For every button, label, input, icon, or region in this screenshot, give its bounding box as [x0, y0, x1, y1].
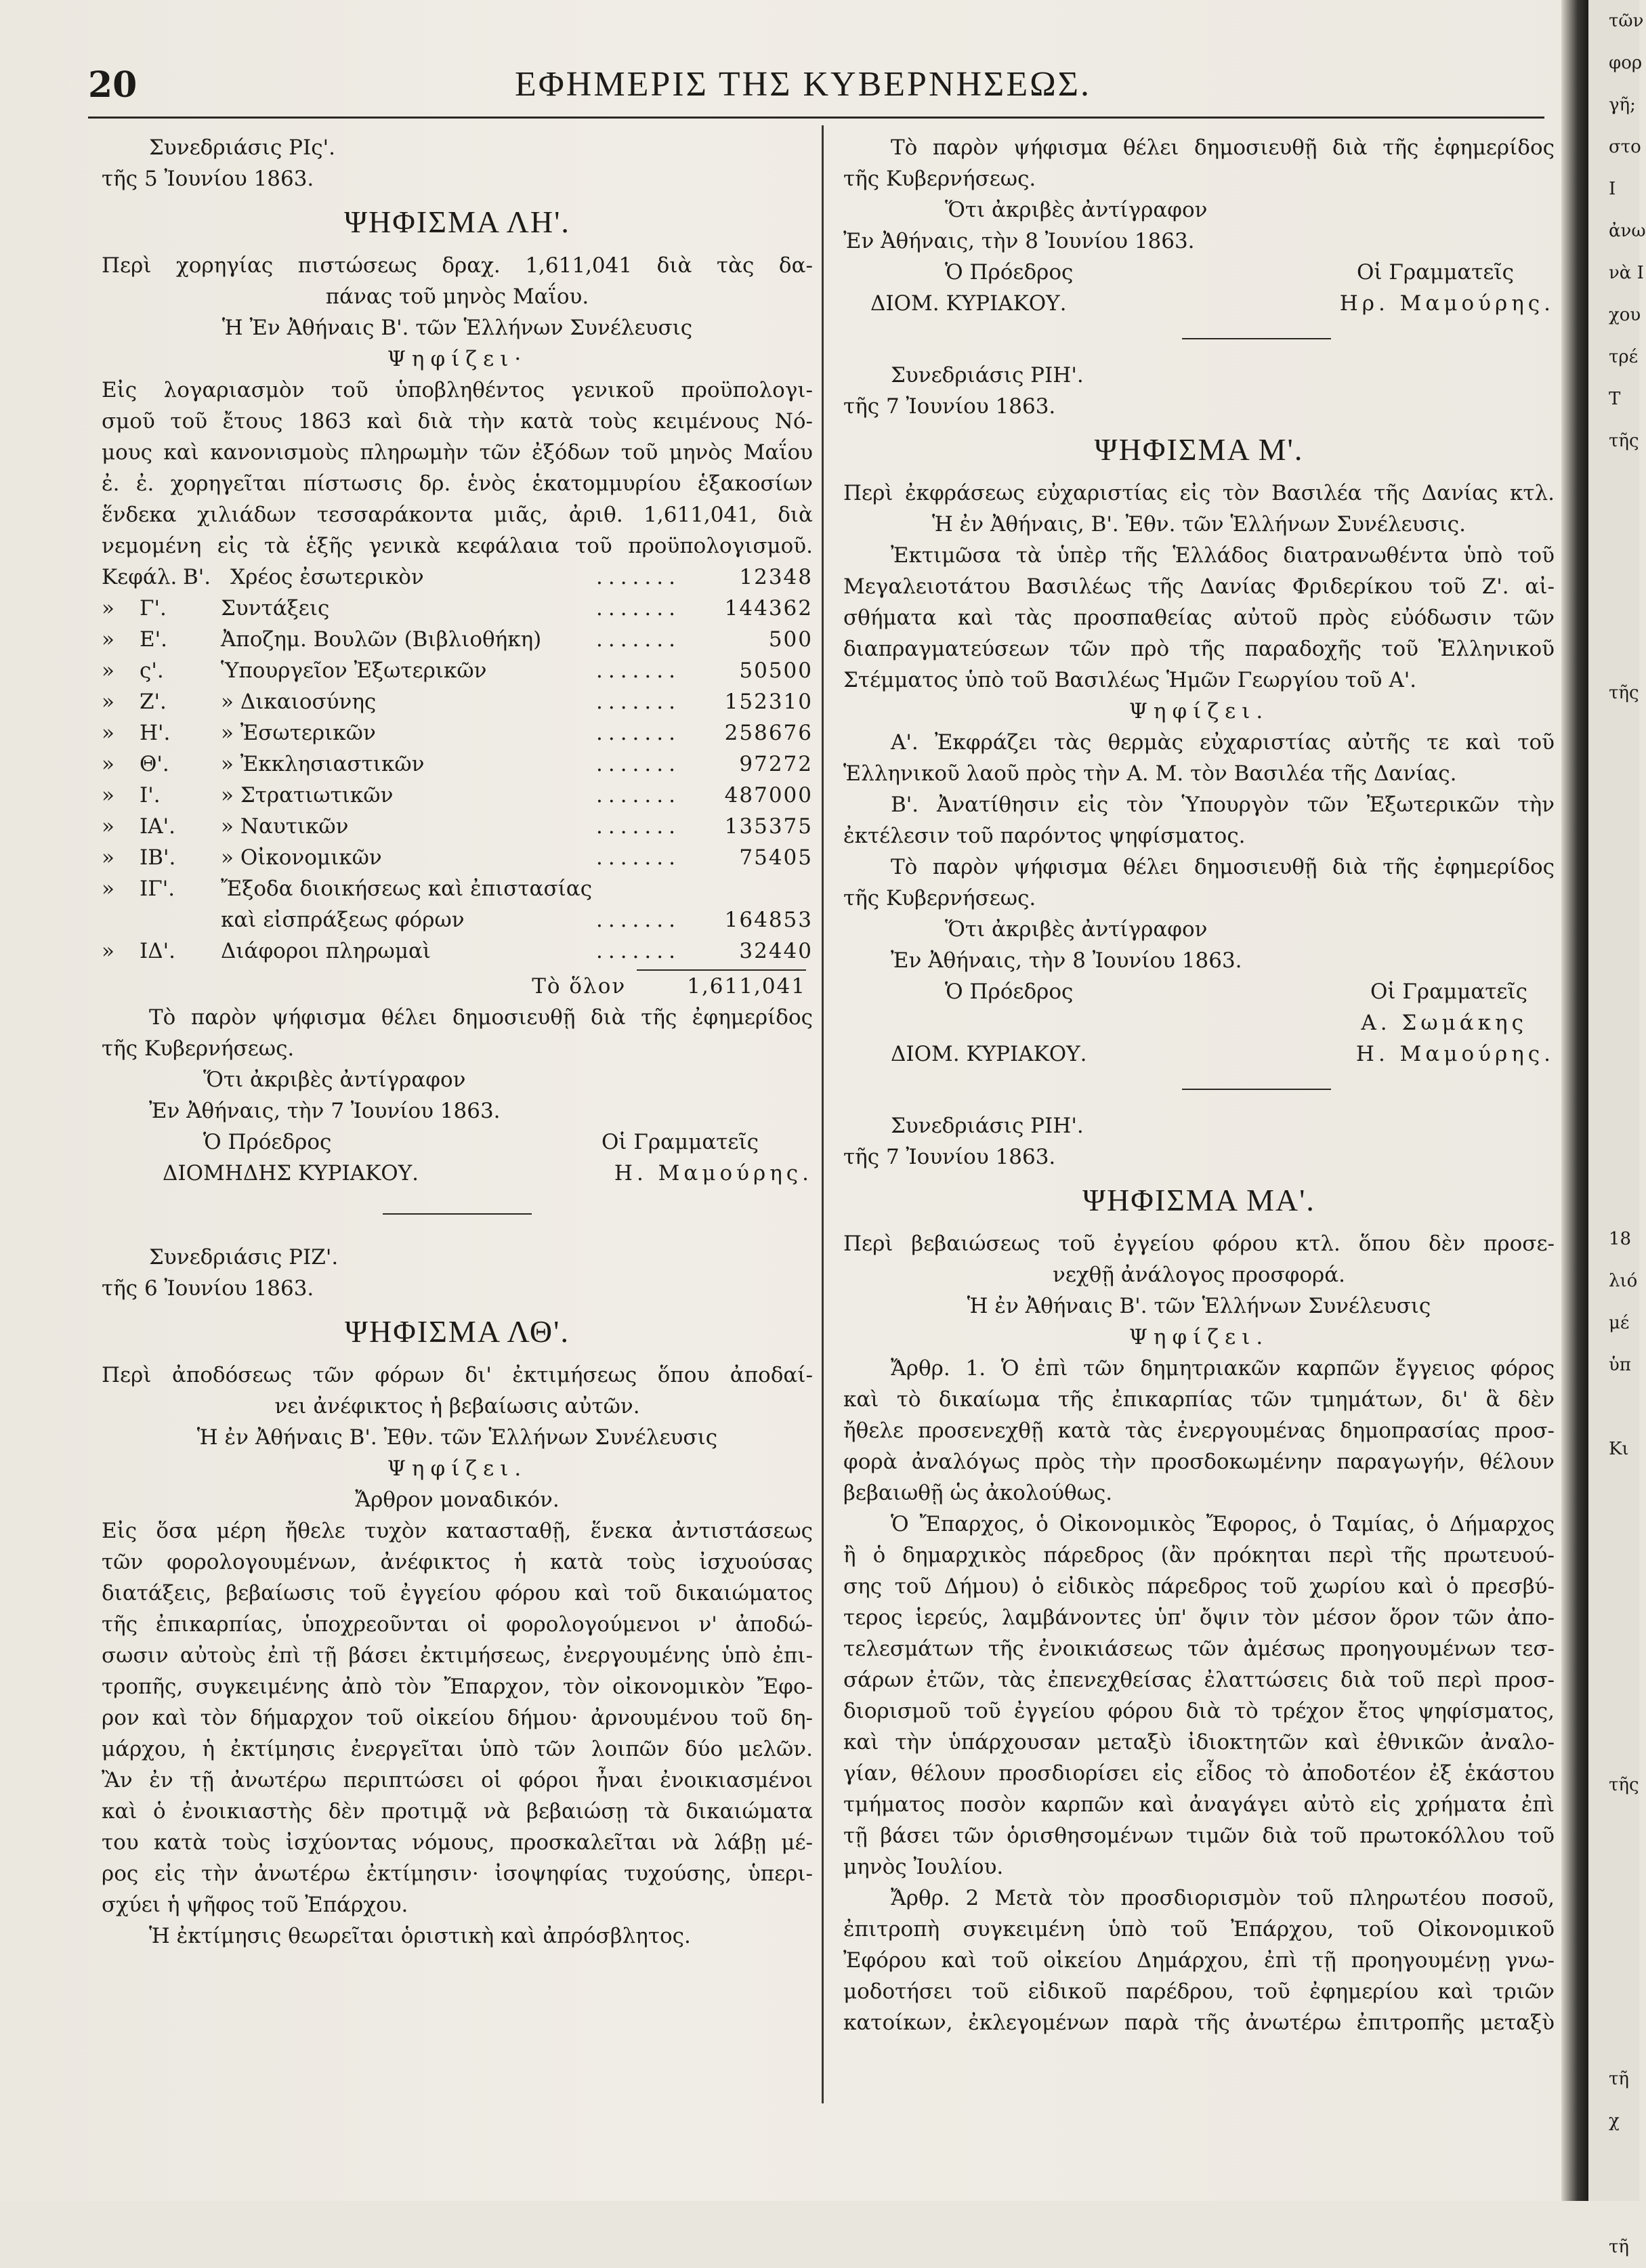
edge-fragment — [1588, 924, 1639, 966]
body-line: Εἰς ὅσα μέρη ἤθελε τυχὸν κατασταθῇ, ἕνεκα ἀντιστάσεως — [102, 1519, 813, 1543]
edge-fragment — [1588, 882, 1639, 924]
budget-row: » Γ'. Συντάξεις ....... 144362 — [102, 596, 813, 621]
edge-fragment — [1588, 1092, 1639, 1134]
subject-line: Περὶ ἐκφράσεως εὐχαριστίας εἰς τὸν Βασιλέα τῆς Δανίας κτλ. — [843, 481, 1555, 505]
assembly-line: Ἡ ἐν Ἀθήναις, Β'. Ἐθν. τῶν Ἑλλήνων Συνέλευσις. — [932, 512, 1466, 537]
page-number: 20 — [88, 64, 138, 106]
body-line: Στέμματος ὑπὸ τοῦ Βασιλέως Ἡμῶν Γεωργίου τοῦ Α'. — [843, 668, 1417, 692]
decrees-heading: Ψηφίζει. — [1128, 699, 1269, 723]
article-line: Α'. Ἐκφράζει τὰς θερμὰς εὐχαριστίας αὐτῆς τε καὶ τοῦ — [891, 730, 1555, 755]
decrees-heading: Ψηφίζει· — [387, 347, 528, 371]
article-line: μοδοτήσει τοῦ εἰδικοῦ παρέδρου, τοῦ ἐφημερίου καὶ τριῶν — [843, 1979, 1555, 2004]
budget-row: Κεφάλ. Β'. Χρέος ἐσωτερικὸν ....... 12348 — [102, 565, 813, 589]
signature-names — [843, 1038, 1555, 1070]
edge-fragment: τῶν — [1609, 11, 1644, 31]
subject-line: Περὶ βεβαιώσεως τοῦ ἐγγείου φόρου κτλ. ὅπου δὲν προσε- — [843, 1232, 1555, 1256]
column-divider — [822, 125, 824, 2103]
edge-fragment: τῆ — [1609, 2069, 1629, 2089]
secretary-name: Η. Μαμούρης. — [1355, 1042, 1555, 1066]
signature-secretary-1 — [843, 1007, 1555, 1038]
subject-line: Περὶ ἀποδόσεως τῶν φόρων δι' ἐκτιμήσεως ὅπου ἀποδαί- — [102, 1363, 813, 1387]
total-label: Τὸ ὅλον — [532, 974, 627, 999]
edge-fragment: ὑπ — [1609, 1355, 1631, 1375]
edge-fragment — [1588, 1470, 1639, 1512]
decrees-heading: Ψηφίζει. — [387, 1456, 528, 1481]
section-divider — [383, 1213, 532, 1215]
body-line: σάρων ἐτῶν, τὰς ἐπενεχθείσας ἐλαττώσεις διὰ τοῦ περὶ προσ- — [843, 1668, 1555, 1692]
body-line: ἢ ὁ δημαρχικὸς πάρεδρος (ἂν πρόκηται περὶ τῆς πρωτευού- — [843, 1543, 1555, 1568]
article-line: ἐπιτροπὴ συγκειμένη ὑπὸ τοῦ Ἐπάρχου, τοῦ Οἰκονομικοῦ — [843, 1917, 1555, 1941]
body-line: μηνὸς Ἰουλίου. — [843, 1855, 1004, 1879]
secretary-name: Ηρ. Μαμούρης. — [1339, 291, 1555, 316]
article-heading: Ἄρθρον μοναδικόν. — [355, 1488, 560, 1512]
section-divider — [1182, 1089, 1331, 1090]
decree-title: ΨΗΦΙΣΜΑ ΛΘ'. — [345, 1314, 570, 1349]
body-line: σης τοῦ Δήμου) ὁ εἰδικὸς πάρεδρος τοῦ χωρίου καὶ ὁ πρεσβύ- — [843, 1574, 1555, 1599]
edge-fragment — [1588, 798, 1639, 840]
edge-fragment — [1588, 840, 1639, 882]
body-line: ἐ. ἐ. χορηγεῖται πίστωσις δρ. ἑνὸς ἑκατομμυρίου ἑξακοσίων — [102, 471, 813, 496]
header-rule — [88, 117, 1544, 119]
certified-line: Ὅτι ἀκριβὲς ἀντίγραφον — [203, 1068, 466, 1092]
body-line: καὶ τὴν ὑπάρχουσαν μεταξὺ ἰδιοκτητῶν καὶ ἐθνικῶν ἀναλο- — [843, 1730, 1555, 1755]
body-line: του κατὰ τοὺς ἰσχύοντας νόμους, προσκαλεῖται νὰ λάβῃ μέ- — [102, 1830, 813, 1855]
publish-line: τῆς Κυβερνήσεως. — [843, 167, 1036, 191]
secretaries-label: Οἱ Γραμματεῖς — [601, 1130, 759, 1154]
section-divider — [1182, 338, 1331, 339]
place-date: Ἐν Ἀθήναις, τὴν 8 Ἰουνίου 1863. — [891, 948, 1242, 973]
decree-title: ΨΗΦΙΣΜΑ Μ'. — [1094, 432, 1304, 467]
publish-line: τῆς Κυβερνήσεως. — [102, 1036, 295, 1061]
edge-fragment — [1588, 756, 1639, 798]
signature-names — [843, 288, 1555, 319]
article-line: βεβαιωθῇ ὡς ἀκολούθως. — [843, 1481, 1113, 1505]
edge-fragment: λιό — [1609, 1271, 1638, 1291]
edge-fragment — [1588, 1638, 1639, 1680]
publish-line: Τὸ παρὸν ψήφισμα θέλει δημοσιευθῇ διὰ τῆς ἐφημερίδος — [891, 135, 1555, 160]
edge-fragment — [1588, 1974, 1639, 2016]
budget-row: » Ι'. » Στρατιωτικῶν ....... 487000 — [102, 783, 813, 807]
body-line: διαπραγματεύσεων τῶν πρὸ τῆς παραδοχῆς τοῦ Ἑλληνικοῦ — [843, 637, 1555, 661]
secretaries-label: Οἱ Γραμματεῖς — [1356, 260, 1514, 285]
budget-row: » Ε'. Ἀποζημ. Βουλῶν (Βιβλιοθήκη) ....... 500 — [102, 627, 813, 652]
article-line: κατοίκων, ἐκλεγομένων παρὰ τῆς ἀνωτέρω ἐπιτροπῆς μεταξὺ — [843, 2011, 1555, 2035]
edge-fragment — [1588, 1596, 1639, 1638]
decree-title: ΨΗΦΙΣΜΑ ΜΑ'. — [1082, 1183, 1315, 1217]
date-line: τῆς 5 Ἰουνίου 1863. — [102, 167, 314, 191]
body-line: τῶν φορολογουμένων, ἀνέφικτος ἡ κατὰ τοὺς ἰσχυούσας — [102, 1550, 813, 1574]
body-line: τροπῆς, συγκειμένης ἀπὸ τὸν Ἔπαρχον, τὸν οἰκονομικὸν Ἔφο- — [102, 1675, 813, 1699]
edge-fragment — [1588, 714, 1639, 756]
place-date: Ἐν Ἀθήναις, τὴν 8 Ἰουνίου 1863. — [843, 229, 1195, 253]
assembly-line: Ἡ Ἐν Ἀθήναις Β'. τῶν Ἑλλήνων Συνέλευσις — [221, 316, 693, 340]
signature-labels — [102, 1127, 813, 1158]
secretary-name: Η. Μαμούρης. — [614, 1161, 813, 1185]
body-line: σωσιν αὐτοὺς ἐπὶ τῇ βάσει ἐκτιμήσεως, ἐνεργουμένης ὑπὸ ἐπι- — [102, 1643, 813, 1668]
edge-fragment — [1588, 1806, 1639, 1848]
body-line: νεμομένη εἰς τὰ ἑξῆς γενικὰ κεφάλαια τοῦ προϋπολογισμοῦ. — [102, 534, 813, 558]
body-line: Εἰς λογαριασμὸν τοῦ ὑποβληθέντος γενικοῦ προϋπολογι- — [102, 378, 813, 402]
edge-fragment: 18 — [1609, 1229, 1632, 1249]
budget-row: » ΙΔ'. Διάφοροι πληρωμαὶ ....... 32440 — [102, 939, 813, 963]
certified-line: Ὅτι ἀκριβὲς ἀντίγραφον — [945, 917, 1208, 942]
body-line: μάρχου, ἡ ἐκτίμησις ἐνεργεῖται ὑπὸ τῶν λοιπῶν δύο μελῶν. — [102, 1737, 813, 1761]
edge-fragment — [1588, 1050, 1639, 1092]
body-line: μους καὶ κανονισμοὺς πληρωμὴν τῶν ἐξόδων τοῦ μηνὸς Μαΐου — [102, 440, 813, 465]
decree-title: ΨΗΦΙΣΜΑ ΛΗ'. — [344, 205, 570, 239]
edge-fragment: Ι — [1609, 179, 1616, 199]
article-line: ἤθελε προσενεχθῇ κατὰ τὰς ἐνεργουμένας δημοπρασίας προσ- — [843, 1419, 1555, 1443]
body-line: σμοῦ τοῦ ἔτους 1863 καὶ διὰ τὴν κατὰ τοὺς κειμένους Νό- — [102, 409, 813, 434]
president-name: ΔΙΟΜ. ΚΥΡΙΑΚΟΥ. — [870, 291, 1067, 316]
edge-fragment — [1588, 1176, 1639, 1218]
body-line: διατάξεις, βεβαίωσις τοῦ ἐγγείου φόρου καὶ τοῦ δικαιώματος — [102, 1581, 813, 1605]
edge-fragment — [1588, 966, 1639, 1008]
secretary-name: Α. Σωμάκης — [1361, 1011, 1527, 1035]
edge-fragment — [1588, 1386, 1639, 1428]
edge-fragment: τῆς — [1609, 431, 1639, 451]
edge-fragment — [1588, 504, 1639, 546]
budget-row: » ΙΒ'. » Οἰκονομικῶν ....... 75405 — [102, 845, 813, 870]
edge-fragment — [1588, 1008, 1639, 1050]
edge-fragment: τρέ — [1609, 347, 1639, 367]
book-gutter — [1561, 0, 1588, 2201]
article-line: φορὰ ἀναλόγως πρὸς τὴν προσδοκωμένην παραγωγήν, θέλουν — [843, 1450, 1555, 1474]
budget-row: » Η'. » Ἐσωτερικῶν ....... 258676 — [102, 721, 813, 745]
edge-fragment: χ — [1609, 2111, 1620, 2131]
edge-fragment — [1588, 2184, 1639, 2226]
article-line: Β'. Ἀνατίθησιν εἰς τὸν Ὑπουργὸν τῶν Ἐξωτερικῶν τὴν — [891, 793, 1555, 817]
body-line: καὶ ὁ ἐνοικιαστὴς δὲν προτιμᾷ νὰ βεβαιώσῃ τὰ δικαιώματα — [102, 1799, 813, 1824]
budget-row: » ΙΑ'. » Ναυτικῶν ....... 135375 — [102, 814, 813, 839]
budget-row: » Ζ'. » Δικαιοσύνης ....... 152310 — [102, 690, 813, 714]
president-label: Ὁ Πρόεδρος — [945, 980, 1074, 1004]
publish-line: Τὸ παρὸν ψήφισμα θέλει δημοσιευθῇ διὰ τῆς ἐφημερίδος — [891, 855, 1555, 879]
edge-fragment: Κι — [1609, 1439, 1629, 1459]
edge-fragment — [1588, 2016, 1639, 2058]
final-line: Ἡ ἐκτίμησις θεωρεῖται ὁριστικὴ καὶ ἀπρόσβλητος. — [149, 1924, 691, 1948]
body-line: τῇ βάσει τῶν ὁρισθησομένων τιμῶν διὰ τοῦ πρωτοκόλλου τοῦ — [843, 1824, 1555, 1848]
body-line: Ἐκτιμῶσα τὰ ὑπὲρ τῆς Ἑλλάδος διατρανωθέντα ὑπὸ τοῦ — [891, 543, 1555, 568]
edge-fragment — [1588, 1932, 1639, 1974]
body-line: τελεσμάτων τῆς ἐνοικιάσεως τῶν ἀμέσως προηγουμένων τεσ- — [843, 1637, 1555, 1661]
body-line: Ἂν ἐν τῇ ἀνωτέρω περιπτώσει οἱ φόροι ἦναι ἐνοικιασμένοι — [102, 1768, 813, 1792]
date-line: τῆς 6 Ἰουνίου 1863. — [102, 1276, 314, 1301]
subject-line: πάνας τοῦ μηνὸς Μαΐου. — [325, 285, 589, 309]
edge-fragment: νὰ Ι — [1609, 263, 1644, 283]
body-line: ἕνδεκα χιλιάδων τεσσαράκοντα μιᾶς, ἀριθ. 1,611,041, διὰ — [102, 503, 813, 527]
edge-fragment — [1588, 630, 1639, 672]
budget-row: » Θ'. » Ἐκκλησιαστικῶν ....... 97272 — [102, 752, 813, 776]
article-line: Ἐφόρου καὶ τοῦ οἰκείου Δημάρχου, ἐπὶ τῇ προηγουμένῃ γνω- — [843, 1948, 1555, 1973]
edge-fragment — [1588, 1848, 1639, 1890]
publish-line: Τὸ παρὸν ψήφισμα θέλει δημοσιευθῇ διὰ τῆς ἐφημερίδος — [149, 1005, 813, 1030]
edge-fragment — [1588, 1134, 1639, 1176]
subject-line: νεχθῇ ἀνάλογος προσφορά. — [1052, 1263, 1346, 1287]
subject-line: Περὶ χορηγίας πιστώσεως δραχ. 1,611,041 διὰ τὰς δα- — [102, 253, 813, 278]
date-line: τῆς 7 Ἰουνίου 1863. — [843, 1145, 1056, 1169]
edge-fragment: Τ — [1609, 389, 1621, 409]
assembly-line: Ἡ ἐν Ἀθήναις Β'. τῶν Ἑλλήνων Συνέλευσις — [967, 1294, 1431, 1318]
date-line: τῆς 7 Ἰουνίου 1863. — [843, 394, 1056, 419]
signature-names — [102, 1158, 813, 1189]
edge-fragment: τῆς — [1609, 1775, 1639, 1795]
publish-line: τῆς Κυβερνήσεως. — [843, 886, 1036, 910]
edge-fragment — [1588, 546, 1639, 588]
session-line: Συνεδριάσις ΡΙΗ'. — [891, 363, 1084, 387]
edge-fragment: γῆ; — [1609, 95, 1636, 115]
total-value: 1,611,041 — [687, 974, 806, 999]
session-line: Συνεδριάσις ΡΙΗ'. — [891, 1114, 1084, 1138]
body-line: ρος εἰς τὴν ἀνωτέρω ἐκτίμησιν· ἰσοψηφίας τυχούσης, ὑπερι- — [102, 1862, 813, 1886]
certified-line: Ὅτι ἀκριβὲς ἀντίγραφον — [945, 198, 1208, 222]
body-line: διορισμοῦ τοῦ ἐγγείου φόρου διὰ τὸ τρέχον ἔτος ψηφίσματος, — [843, 1699, 1555, 1723]
body-line: ρον καὶ τὸν δήμαρχον τοῦ οἰκείου δήμου· ἀρνουμένου τοῦ δη- — [102, 1706, 813, 1730]
president-label: Ὁ Πρόεδρος — [203, 1130, 332, 1154]
right-column — [843, 132, 1555, 2038]
place-date: Ἐν Ἀθήναις, τὴν 7 Ἰουνίου 1863. — [149, 1099, 501, 1123]
edge-fragment — [1588, 1512, 1639, 1554]
body-line: Μεγαλειοτάτου Βασιλέως τῆς Δανίας Φριδερίκου τοῦ Ζ'. αἰ- — [843, 574, 1555, 599]
article-line: ἐκτέλεσιν τοῦ παρόντος ψηφίσματος. — [843, 824, 1246, 848]
edge-fragment — [1588, 1680, 1639, 1722]
article-line: Ἑλληνικοῦ λαοῦ πρὸς τὴν Α. Μ. τὸν Βασιλέα τῆς Δανίας. — [843, 761, 1457, 786]
edge-fragment: τῆς — [1609, 683, 1639, 703]
session-line: Συνεδριάσις ΡΙΖ'. — [149, 1245, 339, 1269]
assembly-line: Ἡ ἐν Ἀθήναις Β'. Ἐθν. τῶν Ἑλλήνων Συνέλευσις — [196, 1425, 718, 1450]
body-line: Ὁ Ἔπαρχος, ὁ Οἰκονομικὸς Ἔφορος, ὁ Ταμίας, ὁ Δήμαρχος — [891, 1512, 1555, 1536]
edge-fragment: τῆ — [1609, 2237, 1629, 2257]
article-line: καὶ τὸ δικαίωμα τῆς ἐπικαρπίας τῶν τμημάτων, δι' ἃ δὲν — [843, 1387, 1555, 1412]
body-line: τερος ἱερεύς, λαμβάνοντες ὑπ' ὄψιν τὸν μέσον ὅρον τῶν ἀπο- — [843, 1605, 1555, 1630]
article-line: Ἄρθρ. 2 Μετὰ τὸν προσδιορισμὸν τοῦ πληρωτέου ποσοῦ, — [891, 1886, 1555, 1910]
body-line: σχύει ἡ ψῆφος τοῦ Ἐπάρχου. — [102, 1893, 408, 1917]
budget-total — [102, 971, 813, 1002]
edge-fragment: στο — [1609, 137, 1641, 157]
left-column — [102, 132, 813, 1952]
edge-fragment — [1588, 1554, 1639, 1596]
decrees-heading: Ψηφίζει. — [1128, 1325, 1269, 1349]
edge-fragment — [1588, 2142, 1639, 2184]
president-name: ΔΙΟΜ. ΚΥΡΙΑΚΟΥ. — [891, 1042, 1087, 1066]
article-line: Ἄρθρ. 1. Ὁ ἐπὶ τῶν δημητριακῶν καρπῶν ἔγγειος φόρος — [891, 1356, 1555, 1381]
president-label: Ὁ Πρόεδρος — [945, 260, 1074, 285]
edge-fragment: μέ — [1609, 1313, 1630, 1333]
body-line: τμήματος ποσὸν καρπῶν καὶ ἀναγάγει αὐτὸ εἰς χρήματα ἐπὶ — [843, 1792, 1555, 1817]
edge-fragment — [1588, 1722, 1639, 1764]
journal-title: ΕΦΗΜΕΡΙΣ ΤΗΣ ΚΥΒΕΡΝΗΣΕΩΣ. — [515, 65, 1091, 104]
signature-labels — [843, 976, 1555, 1007]
budget-row: » ς'. Ὑπουργεῖον Ἐξωτερικῶν ....... 50500 — [102, 658, 813, 683]
budget-table — [102, 562, 813, 1002]
edge-fragment — [1588, 1890, 1639, 1932]
body-line: γίαν, θέλουν προσδιορίσει εἰς εἶδος τὸ ἀποδοτέον ἐξ ἑκάστου — [843, 1761, 1555, 1786]
edge-fragment: φορ — [1609, 53, 1643, 73]
subject-line: νει ἀνέφικτος ἡ βεβαίωσις αὐτῶν. — [274, 1394, 640, 1419]
next-page-edge — [1588, 0, 1646, 2257]
edge-fragment: ἀνω — [1609, 221, 1646, 241]
body-line: σθήματα καὶ τὰς προσπαθείας αὐτοῦ πρὸς εὐόδωσιν τῶν — [843, 606, 1555, 630]
edge-fragment — [1588, 588, 1639, 630]
budget-row: » ΙΓ'. Ἔξοδα διοικήσεως καὶ ἐπιστασίας — [102, 877, 593, 901]
signature-labels — [843, 257, 1555, 288]
edge-fragment: χου — [1609, 305, 1641, 325]
body-line: τῆς ἐπικαρπίας, ὑποχρεοῦνται οἱ φορολογούμενοι ν' ἀποδώ- — [102, 1612, 813, 1637]
edge-fragment — [1588, 462, 1639, 504]
president-name: ΔΙΟΜΗΔΗΣ ΚΥΡΙΑΚΟΥ. — [163, 1161, 419, 1185]
session-line: Συνεδριάσις ΡΙς'. — [149, 135, 336, 160]
secretaries-label: Οἱ Γραμματεῖς — [1370, 980, 1527, 1004]
budget-row: καὶ εἰσπράξεως φόρων ....... 164853 — [221, 908, 813, 932]
